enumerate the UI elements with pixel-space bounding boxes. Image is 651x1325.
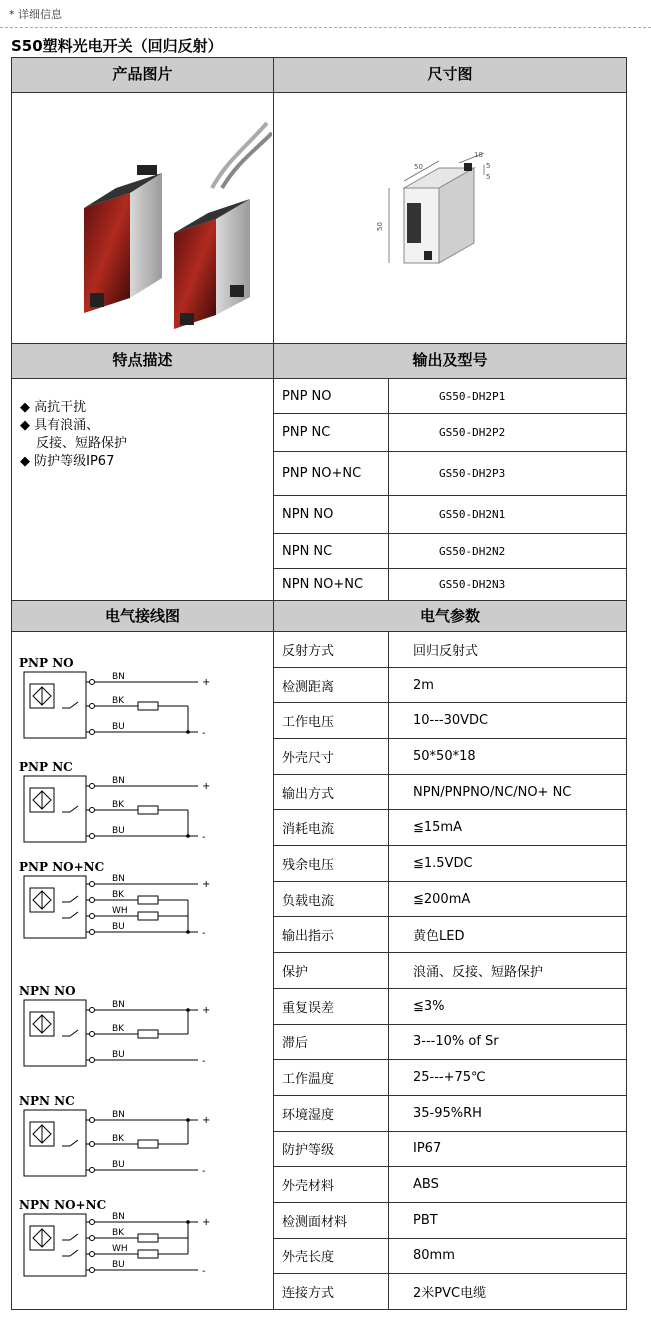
model-number: GS50-DH2P2 xyxy=(388,413,626,451)
features-cell xyxy=(11,378,273,600)
dim-label: 50 xyxy=(376,222,384,231)
page-title: S50塑料光电开关（回归反射） xyxy=(11,37,223,55)
wiring-diagram xyxy=(20,874,240,954)
param-value: 35-95%RH xyxy=(388,1095,626,1131)
param-value: 2m xyxy=(388,667,626,703)
polarity-sign: - xyxy=(202,728,206,739)
polarity-sign: + xyxy=(202,1217,211,1228)
param-value: 10---30VDC xyxy=(388,702,626,738)
param-name: 防护等级 xyxy=(273,1131,388,1167)
param-value: IP67 xyxy=(388,1131,626,1167)
header-features: 特点描述 xyxy=(11,343,273,378)
model-output: PNP NO xyxy=(273,378,388,413)
param-name: 连接方式 xyxy=(273,1273,388,1309)
wire-code: BK xyxy=(112,800,125,810)
wire-code: BU xyxy=(112,1160,125,1170)
param-value: 80mm xyxy=(388,1238,626,1274)
polarity-sign: - xyxy=(202,1056,206,1067)
param-name: 检测距离 xyxy=(273,667,388,703)
param-value: ≦15mA xyxy=(388,809,626,845)
param-value: 50*50*18 xyxy=(388,738,626,774)
model-number: GS50-DH2N3 xyxy=(388,568,626,600)
model-number: GS50-DH2N1 xyxy=(388,495,626,533)
param-value: ≦200mA xyxy=(388,881,626,917)
polarity-sign: + xyxy=(202,677,211,688)
param-value: 回归反射式 xyxy=(388,631,626,667)
header-dimensions: 尺寸图 xyxy=(273,57,626,92)
wire-code: BN xyxy=(112,1212,125,1222)
product-image-cell xyxy=(11,92,273,343)
wire-code: BK xyxy=(112,1228,125,1238)
dim-label: 5 xyxy=(486,173,491,181)
model-number: GS50-DH2P3 xyxy=(388,451,626,495)
model-number: GS50-DH2P1 xyxy=(388,378,626,413)
polarity-sign: + xyxy=(202,781,211,792)
param-name: 反射方式 xyxy=(273,631,388,667)
wiring-diagram xyxy=(20,670,240,750)
param-value: ABS xyxy=(388,1166,626,1202)
model-output: NPN NO+NC xyxy=(273,568,388,600)
param-name: 滞后 xyxy=(273,1024,388,1060)
param-value: 浪涌、反接、短路保护 xyxy=(388,952,626,988)
model-number: GS50-DH2N2 xyxy=(388,533,626,568)
wire-code: BN xyxy=(112,776,125,786)
dim-label: 50 xyxy=(414,163,423,171)
wire-code: BN xyxy=(112,874,125,884)
wire-code: WH xyxy=(112,906,128,916)
param-value: 2米PVC电缆 xyxy=(388,1273,626,1309)
param-value: NPN/PNPNO/NC/NO+ NC xyxy=(388,774,626,810)
wiring-diagram xyxy=(20,1212,240,1292)
polarity-sign: + xyxy=(202,1115,211,1126)
param-name: 保护 xyxy=(273,952,388,988)
dimension-drawing-cell xyxy=(273,92,626,343)
param-name: 工作温度 xyxy=(273,1059,388,1095)
model-output: NPN NO xyxy=(273,495,388,533)
wire-code: BN xyxy=(112,1000,125,1010)
param-name: 输出方式 xyxy=(273,774,388,810)
model-output: PNP NC xyxy=(273,413,388,451)
wire-code: BU xyxy=(112,826,125,836)
wire-code: BK xyxy=(112,1134,125,1144)
model-output: NPN NC xyxy=(273,533,388,568)
param-value: 25---+75℃ xyxy=(388,1059,626,1095)
param-value: ≦3% xyxy=(388,988,626,1024)
top-bar xyxy=(0,0,651,28)
header-params: 电气参数 xyxy=(273,600,626,631)
model-output: PNP NO+NC xyxy=(273,451,388,495)
param-name: 残余电压 xyxy=(273,845,388,881)
param-name: 外壳尺寸 xyxy=(273,738,388,774)
param-value: ≦1.5VDC xyxy=(388,845,626,881)
wire-code: BN xyxy=(112,1110,125,1120)
polarity-sign: - xyxy=(202,1266,206,1277)
wire-code: BU xyxy=(112,1050,125,1060)
polarity-sign: - xyxy=(202,832,206,843)
wire-code: BK xyxy=(112,696,125,706)
wire-code: BU xyxy=(112,722,125,732)
header-images: 产品图片 xyxy=(11,57,273,92)
param-name: 外壳长度 xyxy=(273,1238,388,1274)
wiring-diagram xyxy=(20,774,240,854)
param-name: 负载电流 xyxy=(273,881,388,917)
polarity-sign: - xyxy=(202,1166,206,1177)
wiring-label: NPN NO xyxy=(19,984,76,998)
dim-label: 5 xyxy=(486,162,491,170)
feature-item: 反接、短路保护 xyxy=(36,436,128,451)
param-name: 重复误差 xyxy=(273,988,388,1024)
param-name: 输出指示 xyxy=(273,916,388,952)
param-value: 黄色LED xyxy=(388,916,626,952)
param-name: 检测面材料 xyxy=(273,1202,388,1238)
polarity-sign: + xyxy=(202,1005,211,1016)
wire-code: BU xyxy=(112,1260,125,1270)
wire-code: WH xyxy=(112,1244,128,1254)
param-name: 工作电压 xyxy=(273,702,388,738)
header-output-models: 输出及型号 xyxy=(273,343,626,378)
wiring-label: PNP NO xyxy=(19,656,74,670)
wiring-label: PNP NC xyxy=(19,760,73,774)
param-value: 3---10% of Sr xyxy=(388,1024,626,1060)
param-name: 外壳材料 xyxy=(273,1166,388,1202)
product-photo xyxy=(12,93,272,343)
wire-code: BK xyxy=(112,890,125,900)
header-wiring: 电气接线图 xyxy=(11,600,273,631)
dim-label: 18 xyxy=(474,151,483,159)
feature-item: ◆ 高抗干扰 xyxy=(20,400,87,415)
feature-item: ◆ 具有浪涌、 xyxy=(20,418,100,433)
param-name: 环境湿度 xyxy=(273,1095,388,1131)
wire-code: BK xyxy=(112,1024,125,1034)
wiring-cell xyxy=(11,631,273,1309)
wiring-diagram xyxy=(20,998,240,1078)
dimension-drawing xyxy=(274,93,626,343)
param-value: PBT xyxy=(388,1202,626,1238)
breadcrumb[interactable]: * 详细信息 xyxy=(9,8,62,21)
param-name: 消耗电流 xyxy=(273,809,388,845)
wiring-diagram xyxy=(20,1108,240,1188)
polarity-sign: - xyxy=(202,928,206,939)
wiring-label: NPN NC xyxy=(19,1094,75,1108)
wire-code: BN xyxy=(112,672,125,682)
wiring-label: PNP NO+NC xyxy=(19,860,105,874)
wire-code: BU xyxy=(112,922,125,932)
spec-table xyxy=(11,57,626,1309)
feature-item: ◆ 防护等级IP67 xyxy=(20,454,115,469)
polarity-sign: + xyxy=(202,879,211,890)
wiring-label: NPN NO+NC xyxy=(19,1198,107,1212)
